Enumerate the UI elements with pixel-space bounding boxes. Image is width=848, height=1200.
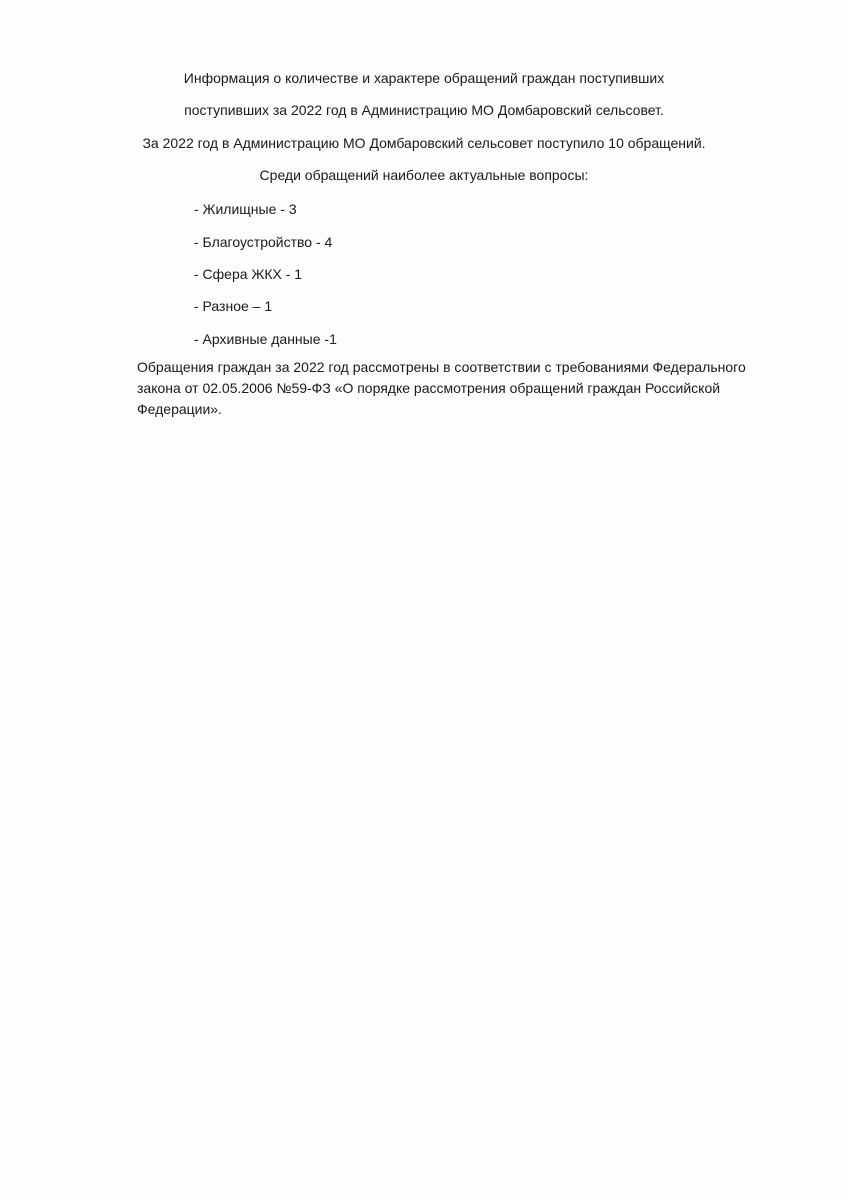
topic-item-archive: - Архивные данные -1 <box>194 331 337 347</box>
closing-line-2: закона от 02.05.2006 №59-ФЗ «О порядке рассмотрения обращений граждан Российской <box>137 380 721 396</box>
list-intro: Среди обращений наиболее актуальные вопросы: <box>259 167 589 183</box>
closing-line-1: Обращения граждан за 2022 год рассмотрены в соответствии с требованиями Федерального <box>137 359 746 375</box>
closing-paragraph <box>137 357 777 420</box>
document-heading-line-2: поступивших за 2022 год в Администрацию МО Домбаровский сельсовет. <box>184 102 664 118</box>
topic-item-housing: - Жилищные - 3 <box>194 201 297 217</box>
topic-item-utilities: - Сфера ЖКХ - 1 <box>194 266 303 282</box>
summary-line: За 2022 год в Администрацию МО Домбаровский сельсовет поступило 10 обращений. <box>142 135 706 151</box>
closing-line-3: Федерации». <box>137 401 222 417</box>
topic-item-misc: - Разное – 1 <box>194 298 273 314</box>
topic-item-improvement: - Благоустройство - 4 <box>194 234 333 250</box>
document-heading-line-1: Информация о количестве и характере обращений граждан поступивших <box>183 70 665 86</box>
